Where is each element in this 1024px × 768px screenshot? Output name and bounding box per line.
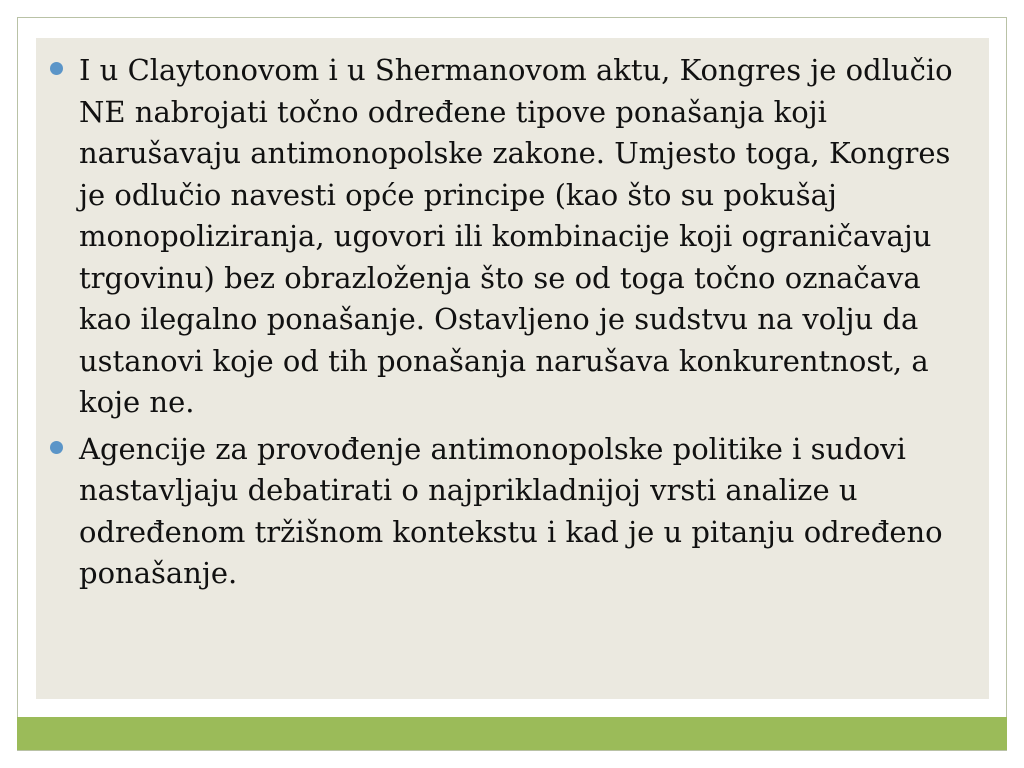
bullet-list xyxy=(79,50,979,600)
bullet-item-2 xyxy=(79,429,979,595)
bullet-text-1: I u Claytonovom i u Shermanovom aktu, Kongres je odlučio NE nabrojati točno određene tipove ponašanja koji narušavaju antimonopolske zakone. Umjesto toga, Kongres je odlučio navesti opće principe (kao što su pokušaj monopoliziranja, ugovori ili kombinacije koji ograničavaju trgovinu) bez obrazloženja što se od toga točno označava kao ilegalno ponašanje. Ostavljeno je sudstvu na volju da ustanovi koje od tih ponašanja narušava konkurentnost, a koje ne. xyxy=(79,53,953,419)
footer-accent-bar xyxy=(17,717,1007,750)
bullet-text-2: Agencije za provođenje antimonopolske politike i sudovi nastavljaju debatirati o najprikladnijoj vrsti analize u određenom tržišnom kontekstu i kad je u pitanju određeno ponašanje. xyxy=(79,431,943,590)
bullet-item-1 xyxy=(79,50,979,424)
content-panel xyxy=(36,38,989,699)
bullet-dot-icon xyxy=(50,441,63,454)
bullet-dot-icon xyxy=(50,62,63,75)
